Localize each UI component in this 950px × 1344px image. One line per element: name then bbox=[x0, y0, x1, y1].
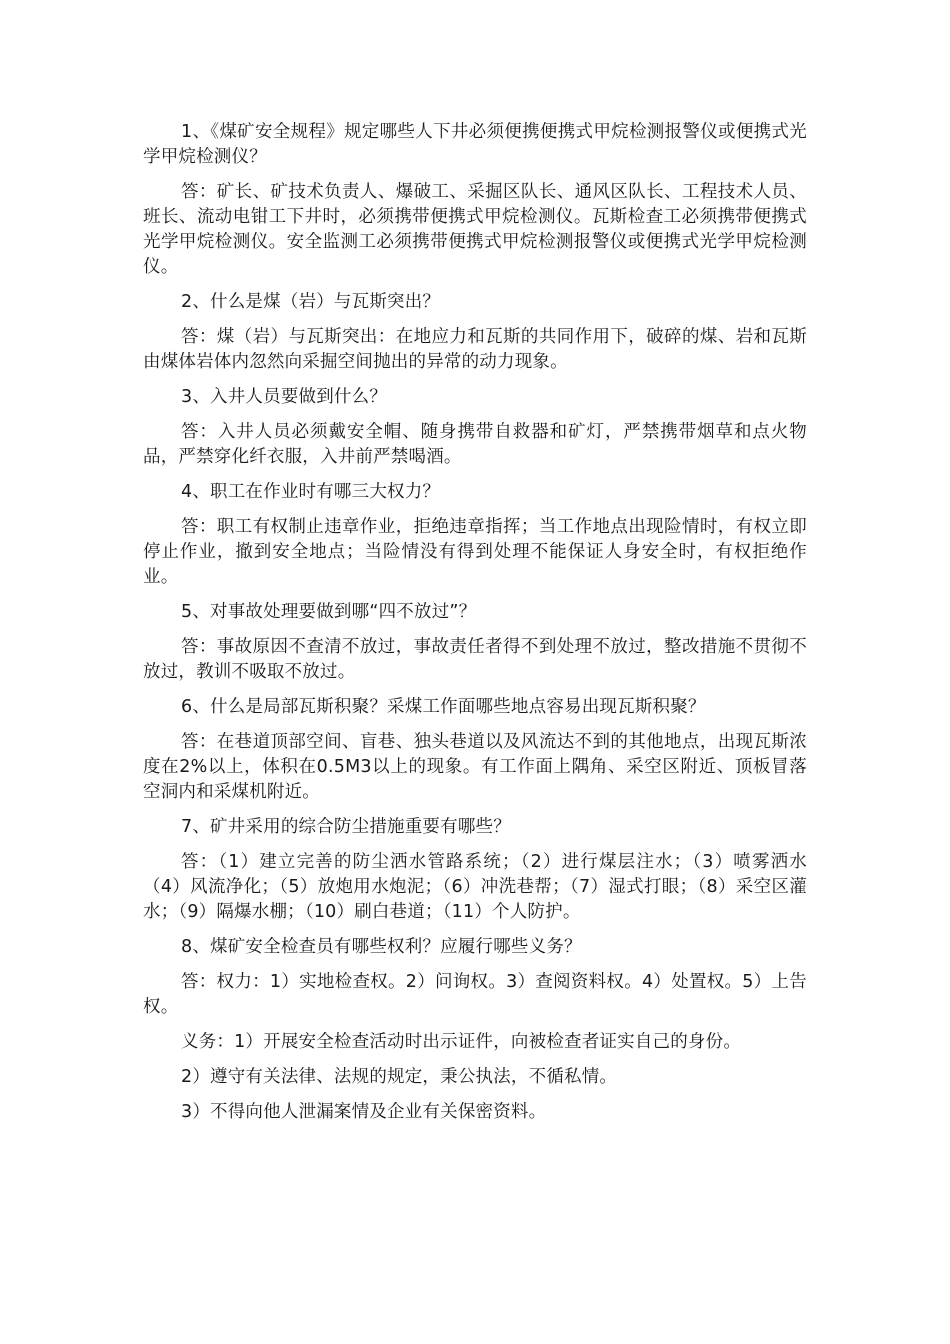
answer-1: 答：矿长、矿技术负责人、爆破工、采掘区队长、通风区队长、工程技术人员、班长、流动电钳工下井时，必须携带便携式甲烷检测仪。瓦斯检查工必须携带便携式光学甲烷检测仪。安全监测工必须携带便携式甲烷检测报警仪或便携式光学甲烷检测仪。 bbox=[143, 182, 807, 277]
answer-3: 答：入井人员必须戴安全帽、随身携带自救器和矿灯，严禁携带烟草和点火物品，严禁穿化纤衣服，入井前严禁喝酒。 bbox=[143, 422, 807, 467]
answer-2: 答：煤（岩）与瓦斯突出：在地应力和瓦斯的共同作用下，破碎的煤、岩和瓦斯由煤体岩体内忽然向采掘空间抛出的异常的动力现象。 bbox=[143, 327, 807, 372]
answer-5: 答：事故原因不查清不放过，事故责任者得不到处理不放过，整改措施不贯彻不放过，教训不吸取不放过。 bbox=[143, 637, 807, 682]
question-7: 7、矿井采用的综合防尘措施重要有哪些？ bbox=[181, 817, 511, 837]
answer-4: 答：职工有权制止违章作业，拒绝违章指挥；当工作地点出现险情时，有权立即停止作业，撤到安全地点；当险情没有得到处理不能保证人身安全时，有权拒绝作业。 bbox=[143, 517, 807, 587]
question-1: 1、《煤矿安全规程》规定哪些人下井必须便携便携式甲烷检测报警仪或便携式光学甲烷检测仪？ bbox=[143, 122, 807, 167]
answer-8-duty-3: 3）不得向他人泄漏案情及企业有关保密资料。 bbox=[181, 1102, 547, 1122]
question-8: 8、煤矿安全检查员有哪些权利？应履行哪些义务？ bbox=[181, 937, 582, 957]
question-2: 2、什么是煤（岩）与瓦斯突出？ bbox=[181, 292, 441, 312]
answer-8-duties: 义务：1）开展安全检查活动时出示证件，向被检查者证实自己的身份。 bbox=[181, 1032, 742, 1052]
answer-7: 答：（1）建立完善的防尘洒水管路系统；（2）进行煤层注水；（3）喷雾洒水（4）风流净化；（5）放炮用水炮泥；（6）冲洗巷帮；（7）湿式打眼；（8）采空区灌水；（9）隔爆水棚；（10）刷白巷道；（11）个人防护。 bbox=[143, 852, 807, 922]
question-3: 3、入井人员要做到什么？ bbox=[181, 387, 388, 407]
question-5: 5、对事故处理要做到哪“四不放过”？ bbox=[181, 602, 477, 622]
document-body bbox=[143, 120, 807, 1135]
question-4: 4、职工在作业时有哪三大权力？ bbox=[181, 482, 441, 502]
answer-6: 答：在巷道顶部空间、盲巷、独头巷道以及风流达不到的其他地点，出现瓦斯浓度在2%以上，体积在0.5M3以上的现象。有工作面上隅角、采空区附近、顶板冒落空洞内和采煤机附近。 bbox=[143, 732, 807, 802]
answer-8-rights: 答：权力：1）实地检查权。2）问询权。3）查阅资料权。4）处置权。5）上告权。 bbox=[143, 972, 807, 1017]
answer-8-duty-2: 2）遵守有关法律、法规的规定，秉公执法，不循私情。 bbox=[181, 1067, 618, 1087]
question-6: 6、什么是局部瓦斯积聚？采煤工作面哪些地点容易出现瓦斯积聚？ bbox=[181, 697, 706, 717]
